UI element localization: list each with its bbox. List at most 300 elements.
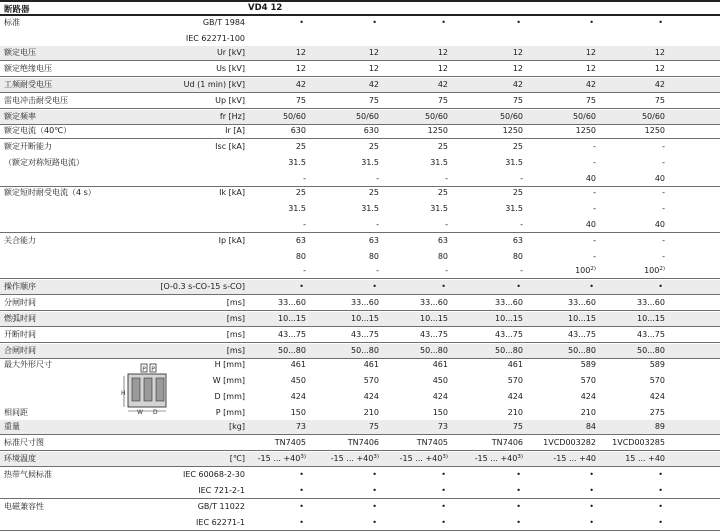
- value-cell: [296, 48, 306, 58]
- row-breaking-capacity-2: [0, 156, 720, 170]
- value-cell: [278, 330, 306, 340]
- row-dimension-drawing: [0, 436, 720, 450]
- value-text: TN7405: [416, 438, 448, 447]
- value-cell: [586, 422, 596, 432]
- footnote-marker: 2): [590, 266, 596, 272]
- row-emc-iec: [0, 516, 720, 530]
- value-cell: [420, 314, 448, 324]
- value-cell: [637, 330, 665, 340]
- value-cell: [593, 236, 596, 246]
- row-divider: [0, 92, 720, 93]
- value-cell: [445, 266, 448, 276]
- value-text: 275: [649, 408, 665, 417]
- figure-label-w: W: [137, 409, 143, 415]
- bullet-icon: [516, 18, 521, 28]
- value-text: 15 ... +40: [625, 454, 665, 463]
- value-cell: [612, 438, 665, 448]
- value-cell: [296, 252, 306, 262]
- value-text: 630: [290, 126, 306, 135]
- value-text: 50/60: [282, 112, 306, 121]
- value-cell: [433, 392, 448, 402]
- value-text: 424: [290, 392, 306, 401]
- value-text: 12: [437, 48, 448, 57]
- value-text: 12: [295, 48, 306, 57]
- value-cell: [348, 438, 379, 448]
- row-label: 电磁兼容性: [4, 502, 44, 511]
- value-cell: [288, 158, 306, 168]
- value-cell: [361, 204, 379, 214]
- row-label: 燃弧时间: [4, 314, 36, 323]
- row-label: 热带气候标准: [4, 470, 52, 479]
- value-cell: [296, 188, 306, 198]
- value-cell: [662, 188, 665, 198]
- value-text: 33...60: [495, 298, 523, 307]
- value-text: -: [445, 220, 448, 229]
- value-cell: [400, 454, 448, 464]
- value-cell: [586, 64, 596, 74]
- row-divider: [0, 294, 720, 295]
- value-cell: [445, 220, 448, 230]
- row-standard-gb: [0, 16, 720, 30]
- value-text: 25: [512, 142, 523, 151]
- row-divider: [0, 76, 720, 77]
- value-text: 100: [575, 266, 591, 275]
- value-cell: [581, 408, 596, 418]
- row-unit: IEC 62271-100: [185, 34, 245, 43]
- value-text: •: [589, 18, 594, 27]
- value-cell: [513, 80, 523, 90]
- row-standard-iec: [0, 32, 720, 46]
- value-cell: [296, 64, 306, 74]
- row-breaking-capacity-3: [0, 172, 720, 186]
- value-cell: [291, 126, 306, 136]
- row-divider: [0, 342, 720, 343]
- value-cell: [438, 142, 448, 152]
- value-text: 25: [512, 188, 523, 197]
- value-text: 50/60: [355, 112, 379, 121]
- value-text: 84: [585, 422, 596, 431]
- row-label: 雷电冲击耐受电压: [4, 96, 68, 105]
- value-text: •: [589, 486, 594, 495]
- value-text: 75: [368, 422, 379, 431]
- value-cell: [593, 142, 596, 152]
- value-text: 25: [437, 142, 448, 151]
- value-text: 10...15: [495, 314, 523, 323]
- value-cell: [513, 96, 523, 106]
- value-cell: [364, 376, 379, 386]
- value-text: •: [299, 18, 304, 27]
- row-unit: Isc [kA]: [215, 142, 245, 151]
- value-text: 12: [654, 64, 665, 73]
- value-cell: [475, 454, 523, 464]
- value-text: 63: [437, 236, 448, 245]
- value-cell: [361, 158, 379, 168]
- value-text: •: [372, 486, 377, 495]
- bullet-icon: [299, 502, 304, 512]
- value-cell: [438, 188, 448, 198]
- bullet-icon: [441, 518, 446, 528]
- row-unit: [ms]: [226, 346, 245, 355]
- value-text: 589: [580, 360, 596, 369]
- value-text: 43...75: [568, 330, 596, 339]
- value-cell: [655, 422, 665, 432]
- bullet-icon: [589, 282, 594, 292]
- row-label: 额定频率: [4, 112, 36, 121]
- row-label: 标准尺寸图: [4, 438, 44, 447]
- row-unit: IEC 62271-1: [196, 518, 245, 527]
- bullet-icon: [589, 470, 594, 480]
- value-cell: [520, 266, 523, 276]
- value-cell: [650, 392, 665, 402]
- value-text: 25: [368, 188, 379, 197]
- model-title: VD4 12: [248, 3, 283, 13]
- value-cell: [655, 96, 665, 106]
- value-text: -: [445, 174, 448, 183]
- value-text: -: [520, 266, 523, 275]
- value-cell: [508, 392, 523, 402]
- value-cell: [430, 204, 448, 214]
- value-text: 50/60: [499, 112, 523, 121]
- value-cell: [376, 220, 379, 230]
- value-cell: [296, 80, 306, 90]
- value-cell: [586, 220, 596, 230]
- value-cell: [351, 298, 379, 308]
- row-divider: [0, 450, 720, 451]
- value-cell: [369, 252, 379, 262]
- value-cell: [278, 346, 306, 356]
- value-cell: [420, 330, 448, 340]
- value-text: 150: [290, 408, 306, 417]
- value-text: •: [299, 502, 304, 511]
- row-divider: [0, 466, 720, 467]
- value-cell: [662, 142, 665, 152]
- value-cell: [508, 360, 523, 370]
- value-text: 50...80: [351, 346, 379, 355]
- row-label: （额定对称短路电流）: [4, 158, 84, 167]
- value-text: •: [299, 282, 304, 291]
- value-cell: [438, 236, 448, 246]
- value-text: 31.5: [361, 204, 379, 213]
- row-unit: D [mm]: [214, 392, 245, 401]
- value-cell: [568, 298, 596, 308]
- value-text: 25: [368, 142, 379, 151]
- row-opening-time: [0, 296, 720, 310]
- bullet-icon: [372, 18, 377, 28]
- row-label: 开断时间: [4, 330, 36, 339]
- bullet-icon: [372, 470, 377, 480]
- value-cell: [288, 204, 306, 214]
- bullet-icon: [658, 18, 663, 28]
- row-weight: [0, 420, 720, 434]
- value-text: 424: [649, 392, 665, 401]
- value-text: -: [376, 174, 379, 183]
- value-cell: [586, 174, 596, 184]
- bullet-icon: [441, 18, 446, 28]
- value-text: -: [593, 158, 596, 167]
- row-divider: [0, 498, 720, 499]
- value-text: 31.5: [430, 204, 448, 213]
- row-making-capacity-2: [0, 250, 720, 264]
- bullet-icon: [516, 486, 521, 496]
- value-text: -: [593, 142, 596, 151]
- figure-label-p2: P: [151, 366, 155, 373]
- value-cell: [662, 204, 665, 214]
- value-text: •: [658, 502, 663, 511]
- row-label: 分闸时间: [4, 298, 36, 307]
- value-text: •: [441, 518, 446, 527]
- bullet-icon: [658, 282, 663, 292]
- value-text: •: [589, 502, 594, 511]
- value-text: -: [303, 266, 306, 275]
- value-text: 25: [295, 188, 306, 197]
- value-text: TN7406: [491, 438, 523, 447]
- value-text: 75: [654, 96, 665, 105]
- row-unit: [ms]: [226, 314, 245, 323]
- value-cell: [369, 236, 379, 246]
- value-text: •: [516, 282, 521, 291]
- value-cell: [655, 80, 665, 90]
- row-label: 额定短时耐受电流（4 s）: [4, 188, 96, 197]
- value-text: 461: [363, 360, 379, 369]
- row-unit: GB/T 1984: [202, 18, 245, 27]
- value-text: 31.5: [505, 158, 523, 167]
- value-cell: [351, 346, 379, 356]
- footnote-marker: 3): [300, 454, 306, 460]
- value-text: 42: [437, 80, 448, 89]
- value-cell: [503, 126, 523, 136]
- value-cell: [586, 96, 596, 106]
- value-cell: [581, 360, 596, 370]
- value-cell: [513, 48, 523, 58]
- bullet-icon: [516, 518, 521, 528]
- value-cell: [500, 112, 523, 122]
- value-text: 33...60: [420, 298, 448, 307]
- value-text: 12: [654, 48, 665, 57]
- value-cell: [364, 360, 379, 370]
- row-unit: Ik [kA]: [219, 188, 245, 197]
- value-text: •: [441, 282, 446, 291]
- value-text: 50/60: [572, 112, 596, 121]
- row-label: 相间距: [4, 408, 28, 417]
- value-text: 33...60: [351, 298, 379, 307]
- value-text: 210: [580, 408, 596, 417]
- value-text: 31.5: [505, 204, 523, 213]
- value-text: 43...75: [351, 330, 379, 339]
- bullet-icon: [372, 502, 377, 512]
- value-text: 25: [295, 142, 306, 151]
- value-text: 50/60: [641, 112, 665, 121]
- value-cell: [644, 266, 665, 276]
- value-cell: [513, 64, 523, 74]
- value-cell: [586, 48, 596, 58]
- value-text: 42: [295, 80, 306, 89]
- row-divider: [0, 108, 720, 109]
- value-cell: [364, 126, 379, 136]
- row-unit: [O-0.3 s-CO-15 s-CO]: [160, 282, 245, 291]
- value-text: -: [520, 220, 523, 229]
- figure-label-p1: P: [142, 366, 146, 373]
- value-text: 570: [363, 376, 379, 385]
- value-cell: [520, 174, 523, 184]
- row-operating-sequence: [0, 280, 720, 294]
- value-cell: [258, 454, 306, 464]
- value-cell: [351, 330, 379, 340]
- value-cell: [513, 422, 523, 432]
- value-cell: [376, 266, 379, 276]
- value-text: -: [303, 220, 306, 229]
- value-cell: [513, 188, 523, 198]
- value-text: -: [662, 236, 665, 245]
- value-text: -: [662, 204, 665, 213]
- value-text: 80: [368, 252, 379, 261]
- row-short-time-withstand-1: [0, 186, 720, 200]
- value-cell: [278, 314, 306, 324]
- value-cell: [438, 422, 448, 432]
- value-cell: [420, 346, 448, 356]
- value-cell: [520, 220, 523, 230]
- value-cell: [369, 188, 379, 198]
- value-text: 33...60: [637, 298, 665, 307]
- value-text: •: [589, 518, 594, 527]
- value-text: 12: [585, 64, 596, 73]
- value-cell: [495, 346, 523, 356]
- value-text: 43...75: [495, 330, 523, 339]
- value-cell: [428, 126, 448, 136]
- value-text: •: [372, 18, 377, 27]
- value-cell: [291, 360, 306, 370]
- value-text: 31.5: [288, 158, 306, 167]
- row-label: 最大外形尺寸: [4, 360, 52, 369]
- value-cell: [505, 158, 523, 168]
- row-divider: [0, 138, 720, 139]
- value-text: 73: [437, 422, 448, 431]
- value-text: -: [520, 174, 523, 183]
- value-text: 75: [437, 96, 448, 105]
- value-cell: [430, 158, 448, 168]
- bullet-icon: [589, 486, 594, 496]
- row-short-time-withstand-2: [0, 202, 720, 216]
- value-text: •: [372, 282, 377, 291]
- value-text: 40: [585, 220, 596, 229]
- row-dim-h: [0, 358, 720, 372]
- value-cell: [581, 376, 596, 386]
- value-text: -: [445, 266, 448, 275]
- row-divider: [0, 278, 720, 279]
- row-tropical-iec2: [0, 484, 720, 498]
- value-text: 33...60: [278, 298, 306, 307]
- row-label: 额定电流（40℃）: [4, 126, 72, 135]
- value-text: 210: [507, 408, 523, 417]
- value-cell: [369, 48, 379, 58]
- row-dim-p: [0, 406, 720, 420]
- bullet-icon: [589, 18, 594, 28]
- value-text: 31.5: [430, 158, 448, 167]
- value-cell: [278, 298, 306, 308]
- value-text: 10...15: [351, 314, 379, 323]
- value-text: TN7405: [274, 438, 306, 447]
- value-text: 1VCD003282: [543, 438, 596, 447]
- value-cell: [445, 174, 448, 184]
- value-cell: [376, 174, 379, 184]
- value-text: 42: [512, 80, 523, 89]
- value-cell: [508, 376, 523, 386]
- bullet-icon: [589, 502, 594, 512]
- value-text: 424: [580, 392, 596, 401]
- value-cell: [291, 408, 306, 418]
- value-text: 33...60: [568, 298, 596, 307]
- value-text: 75: [512, 422, 523, 431]
- value-cell: [650, 360, 665, 370]
- value-cell: [303, 174, 306, 184]
- bullet-icon: [658, 470, 663, 480]
- value-text: 80: [512, 252, 523, 261]
- value-cell: [655, 64, 665, 74]
- value-text: -: [662, 252, 665, 261]
- value-text: 450: [432, 376, 448, 385]
- row-unit: Ur [kV]: [216, 48, 245, 57]
- bullet-icon: [516, 470, 521, 480]
- value-text: 424: [507, 392, 523, 401]
- value-cell: [642, 112, 665, 122]
- row-power-frequency-withstand: [0, 78, 720, 92]
- value-text: 89: [654, 422, 665, 431]
- value-text: -15 ... +40: [399, 454, 443, 463]
- bullet-icon: [441, 470, 446, 480]
- value-text: -15 ... +40: [553, 454, 596, 463]
- row-rated-frequency: [0, 110, 720, 124]
- row-unit: H [mm]: [214, 360, 245, 369]
- value-text: •: [658, 282, 663, 291]
- row-divider: [0, 60, 720, 61]
- row-unit: IEC 60068-2-30: [182, 470, 245, 479]
- value-cell: [303, 266, 306, 276]
- value-text: 12: [437, 64, 448, 73]
- row-lightning-impulse-withstand: [0, 94, 720, 108]
- category-title: 断路器: [4, 5, 30, 15]
- value-cell: [662, 158, 665, 168]
- value-cell: [425, 112, 448, 122]
- value-cell: [438, 80, 448, 90]
- row-label: 重量: [4, 422, 20, 431]
- bullet-icon: [299, 470, 304, 480]
- value-text: 12: [295, 64, 306, 73]
- value-text: 75: [295, 96, 306, 105]
- row-label: 额定开断能力: [4, 142, 52, 151]
- value-cell: [513, 252, 523, 262]
- row-short-time-withstand-3: [0, 218, 720, 232]
- value-cell: [417, 438, 448, 448]
- value-text: 10...15: [637, 314, 665, 323]
- row-ambient-temperature: [0, 452, 720, 466]
- row-unit: Ud (1 min) [kV]: [183, 80, 245, 89]
- value-cell: [508, 408, 523, 418]
- row-label: 工频耐受电压: [4, 80, 52, 89]
- value-cell: [576, 126, 596, 136]
- value-text: -: [593, 188, 596, 197]
- row-emc-gb: [0, 500, 720, 514]
- value-text: 50...80: [278, 346, 306, 355]
- value-cell: [433, 408, 448, 418]
- value-text: 50...80: [568, 346, 596, 355]
- value-cell: [645, 126, 665, 136]
- value-cell: [356, 112, 379, 122]
- value-cell: [438, 64, 448, 74]
- value-cell: [655, 174, 665, 184]
- row-unit: P [mm]: [215, 408, 245, 417]
- value-text: 50/60: [424, 112, 448, 121]
- row-label: 额定电压: [4, 48, 36, 57]
- value-cell: [593, 188, 596, 198]
